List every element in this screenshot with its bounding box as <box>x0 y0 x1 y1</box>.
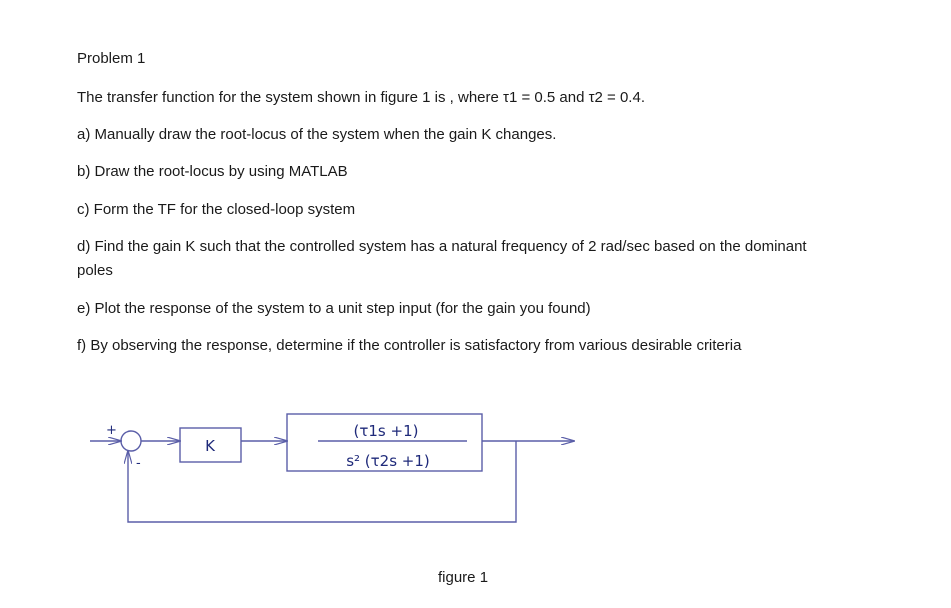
item-d: d) Find the gain K such that the controlled system has a natural frequency of 2 rad/sec based on the dominant poles <box>77 238 807 279</box>
item-f: f) By observing the response, determine if the controller is satisfactory from various desirable criteria <box>77 337 742 354</box>
tf-numerator: (τ1s +1) <box>353 422 419 440</box>
item-c: c) Form the TF for the closed-loop system <box>77 201 356 218</box>
item-e: e) Plot the response of the system to a unit step input (for the gain you found) <box>77 300 591 317</box>
problem-intro: The transfer function for the system shown in figure 1 is , where τ1 = 0.5 and τ2 = 0.4. <box>77 89 645 106</box>
item-b: b) Draw the root-locus by using MATLAB <box>77 163 348 180</box>
problem-title: Problem 1 <box>77 50 146 67</box>
minus-sign: - <box>136 456 141 471</box>
tf-denominator: s² (τ2s +1) <box>346 452 430 470</box>
item-a: a) Manually draw the root-locus of the system when the gain K changes. <box>77 126 557 143</box>
gain-label: K <box>205 437 215 455</box>
figure-caption: figure 1 <box>438 569 489 586</box>
plus-sign: + <box>106 423 117 438</box>
summing-junction <box>121 431 141 451</box>
feedback-path <box>128 441 516 522</box>
